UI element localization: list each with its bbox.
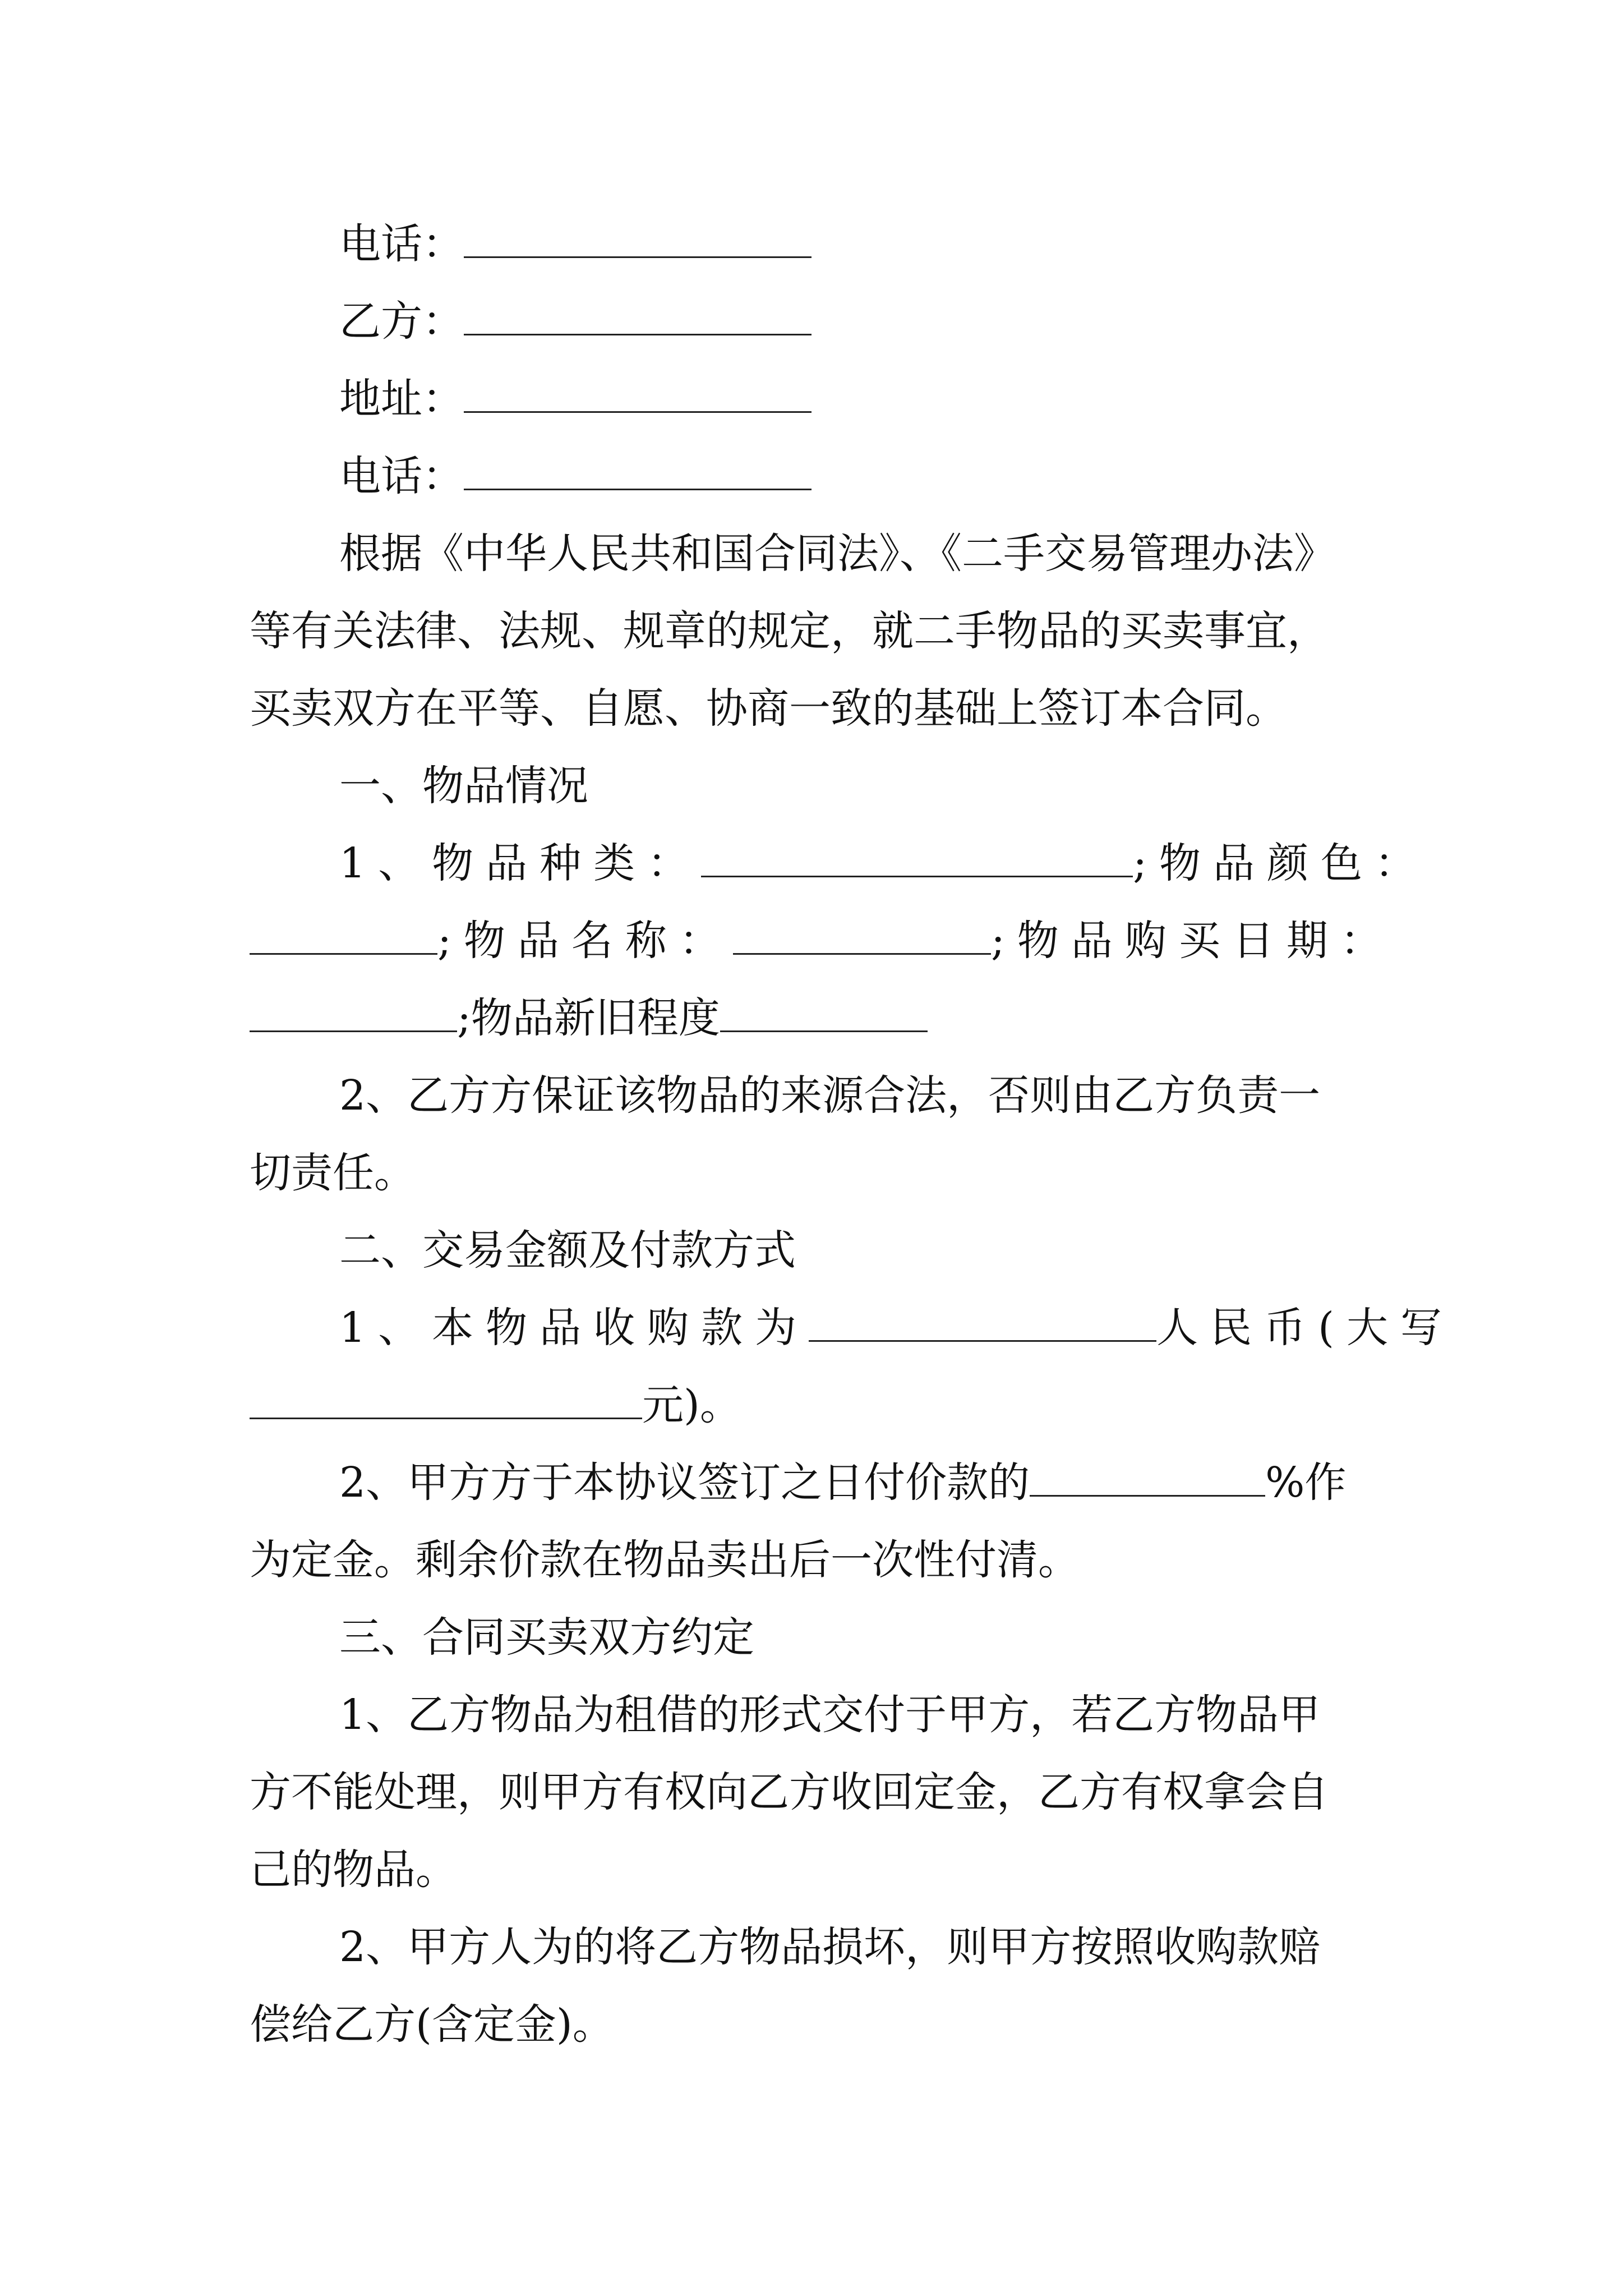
- item-condition-label: ;物品新旧程度: [457, 994, 720, 1042]
- phone-a-label: 电话：: [339, 220, 464, 268]
- section1-item1-row1: [339, 832, 1428, 894]
- section2-title: 二、交易金额及付款方式: [339, 1226, 796, 1274]
- price-suffix: 人民币(大写: [1156, 1304, 1454, 1352]
- address-b-label: 地址：: [339, 375, 464, 423]
- address-b-row: [339, 368, 811, 430]
- section3-item2-line2: 偿给乙方(含定金)。: [250, 2000, 614, 2049]
- section2-item1-row1: [339, 1297, 1454, 1359]
- section2-item2-line2: 为定金。剩余价款在物品卖出后一次性付清。: [250, 1536, 1080, 1584]
- section1-item1-row3: [250, 987, 928, 1049]
- price-end: 元)。: [642, 1381, 741, 1429]
- section3-item1-line1: 1、乙方物品为租借的形式交付于甲方，若乙方物品甲: [339, 1691, 1321, 1739]
- phone-a-row: [339, 213, 811, 275]
- phone-b-label: 电话：: [339, 452, 464, 500]
- item-type-blank[interactable]: [701, 841, 1133, 877]
- section2-item2-row1: [339, 1452, 1346, 1513]
- price-blank[interactable]: [809, 1305, 1156, 1342]
- address-b-blank[interactable]: [464, 376, 811, 413]
- section1-item1-row2: [250, 910, 1394, 972]
- phone-b-row: [339, 445, 811, 507]
- item-date-blank[interactable]: [250, 996, 457, 1032]
- item-color-label: ;物品颜色：: [1133, 839, 1429, 887]
- deposit-suffix: %作: [1265, 1458, 1347, 1507]
- item-color-blank[interactable]: [250, 918, 437, 955]
- intro-line-2: 等有关法律、法规、规章的规定，就二手物品的买卖事宜，: [250, 607, 1329, 655]
- party-b-row: [339, 291, 811, 352]
- deposit-percent-blank[interactable]: [1030, 1460, 1265, 1497]
- party-b-label: 乙方：: [339, 297, 464, 346]
- party-b-blank[interactable]: [464, 299, 811, 335]
- item-date-label: ;物品购买日期：: [990, 917, 1394, 965]
- section1-item2-line1: 2、乙方方保证该物品的来源合法，否则由乙方负责一: [339, 1071, 1321, 1120]
- item-type-label: 1、物品种类：: [339, 839, 702, 887]
- section3-item1-line3: 己的物品。: [250, 1846, 457, 1894]
- section3-item2-line1: 2、甲方人为的将乙方物品损坏，则甲方按照收购款赔: [339, 1923, 1321, 1971]
- phone-b-blank[interactable]: [464, 454, 811, 490]
- section3-title: 三、合同买卖双方约定: [339, 1613, 754, 1662]
- intro-line-3: 买卖双方在平等、自愿、协商一致的基础上签订本合同。: [250, 684, 1287, 733]
- phone-a-blank[interactable]: [464, 222, 811, 258]
- price-uppercase-blank[interactable]: [250, 1383, 642, 1419]
- section1-item2-line2: 切责任。: [250, 1149, 416, 1197]
- item-name-blank[interactable]: [733, 918, 991, 955]
- intro-line-1: 根据《中华人民共和国合同法》、《二手交易管理办法》: [339, 530, 1335, 578]
- deposit-prefix: 2、甲方方于本协议签订之日付价款的: [339, 1458, 1030, 1507]
- section3-item1-line2: 方不能处理，则甲方有权向乙方收回定金，乙方有权拿会自: [250, 1768, 1329, 1816]
- item-name-label: ;物品名称：: [437, 917, 733, 965]
- item-condition-blank[interactable]: [720, 996, 928, 1032]
- price-prefix: 1、本物品收购款为: [339, 1304, 809, 1352]
- section1-title: 一、物品情况: [339, 762, 588, 810]
- section2-item1-row2: [250, 1374, 741, 1436]
